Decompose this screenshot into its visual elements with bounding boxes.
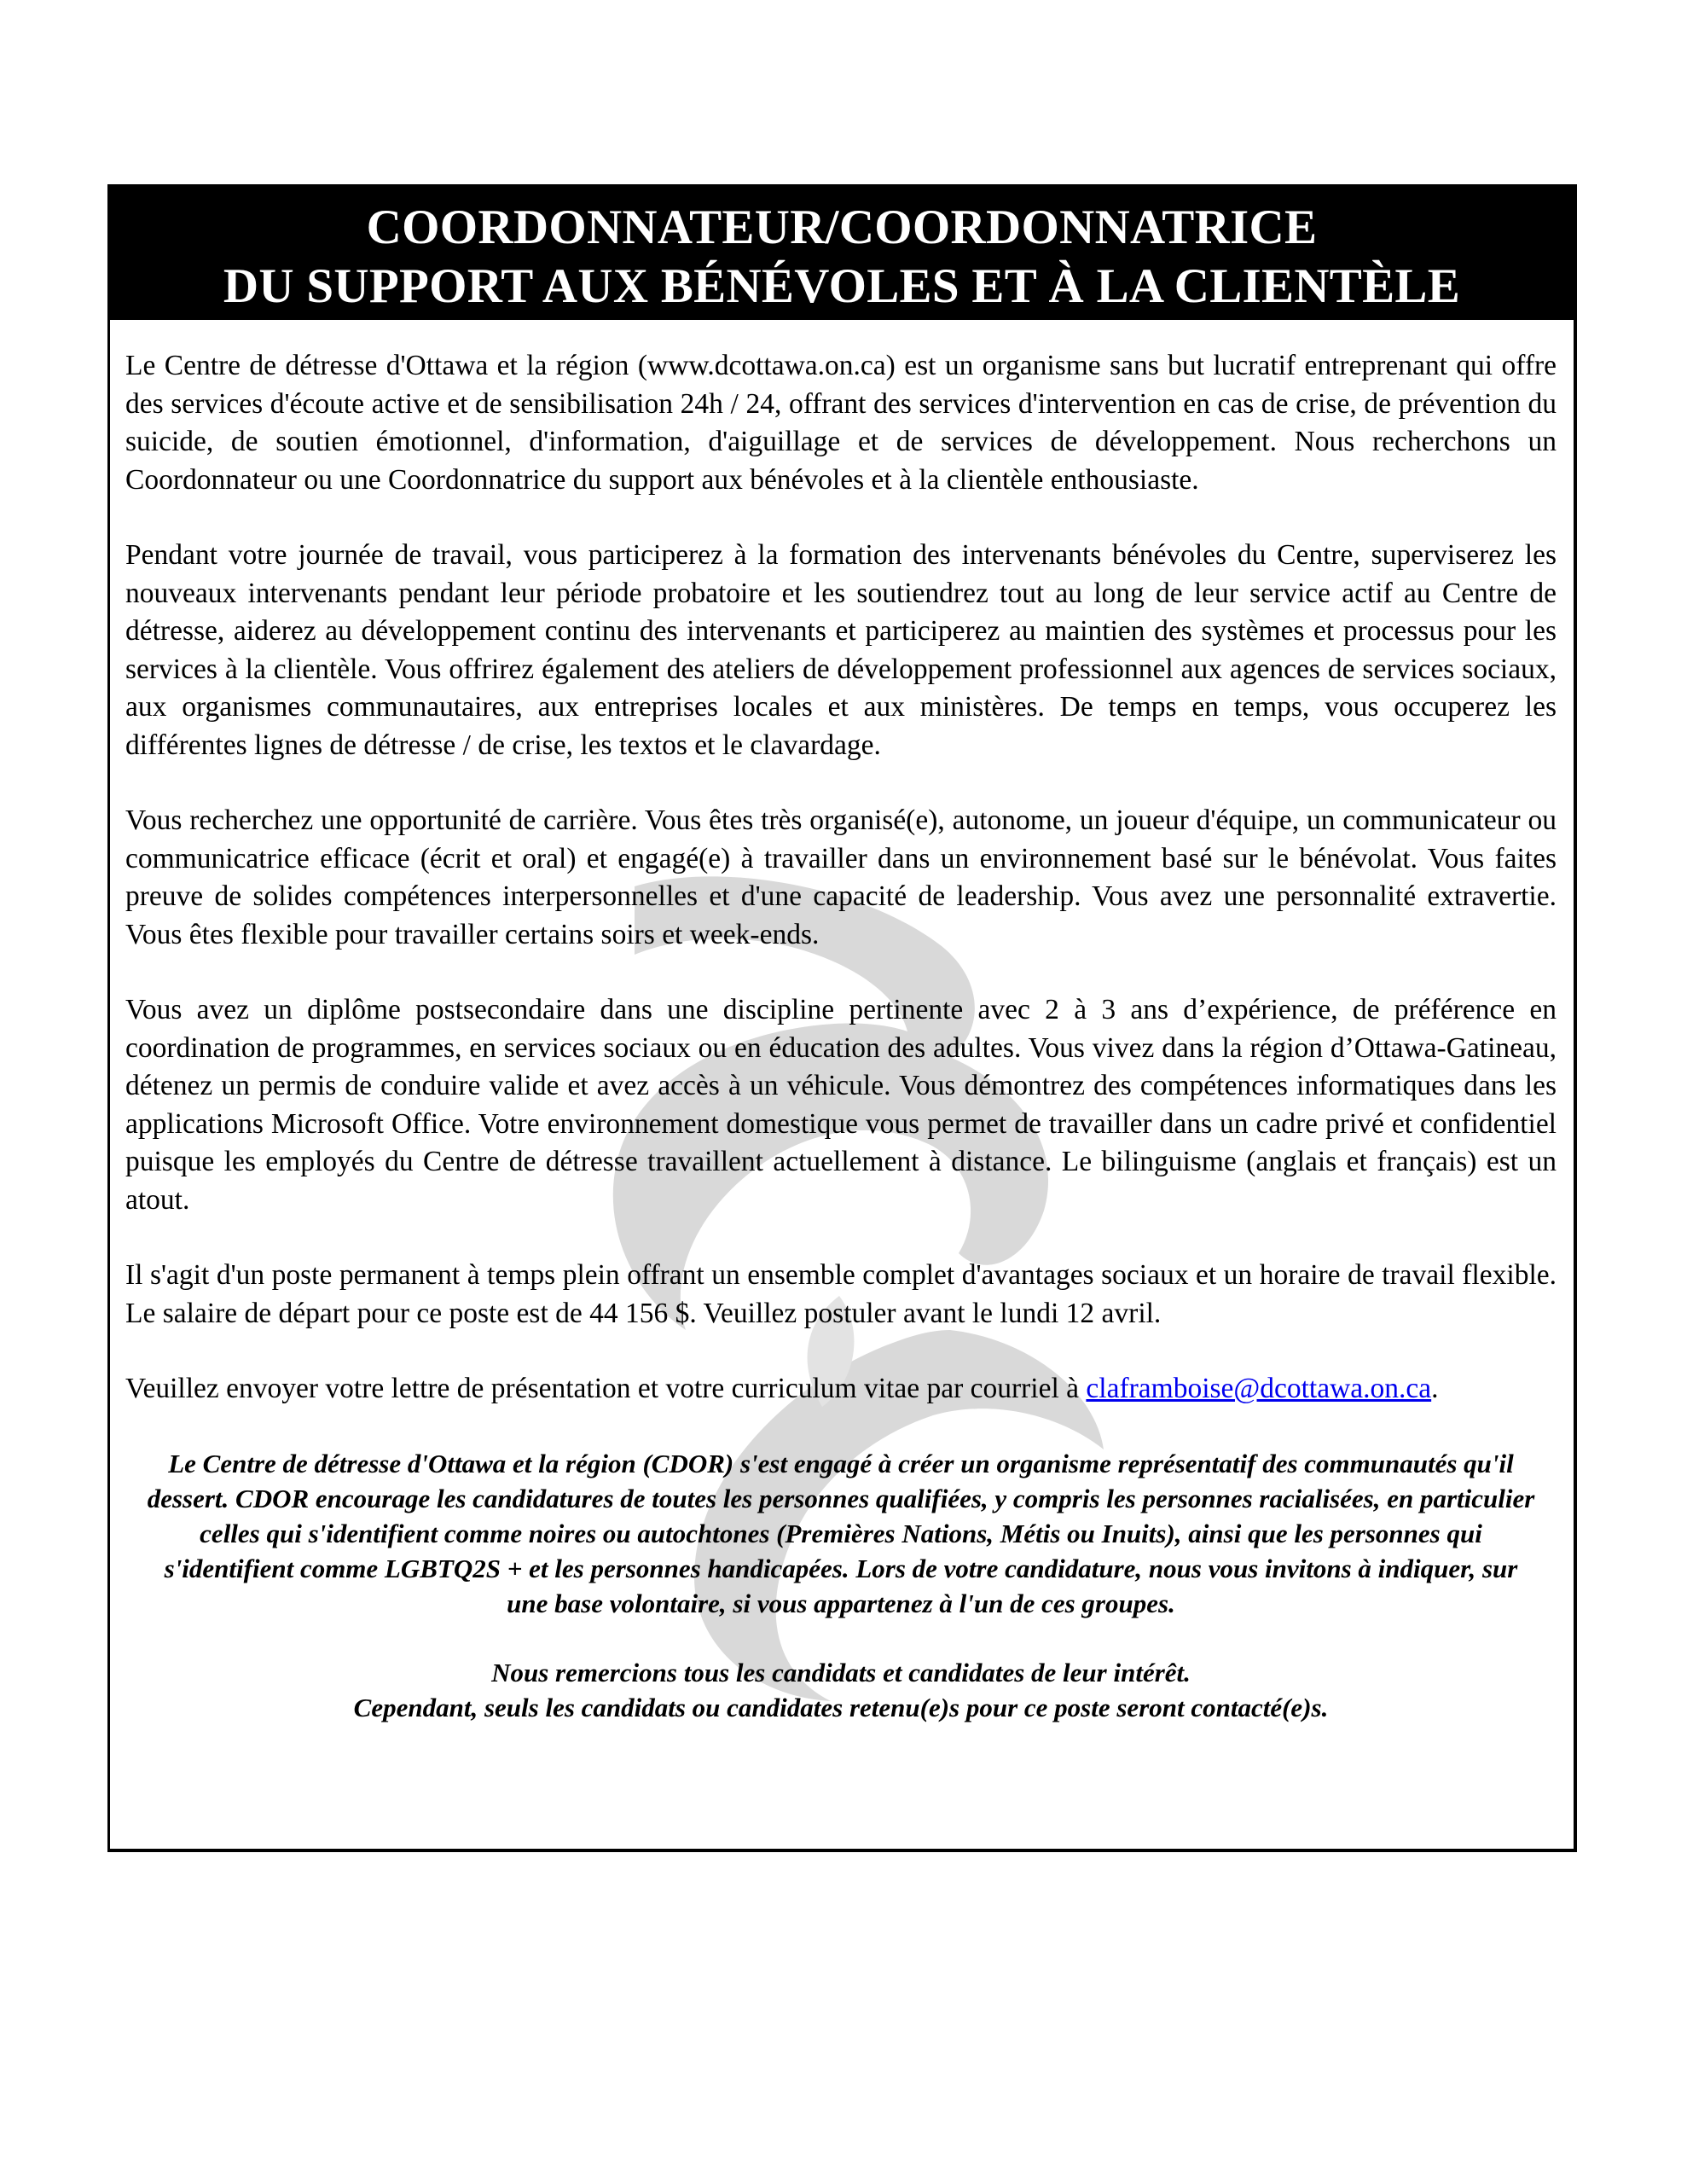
profile-paragraph: Vous recherchez une opportunité de carrière. Vous êtes très organisé(e), autonome, un joueur d'équipe, un communicateur ou communicatrice efficace (écrit et oral) et engagé(e) à travailler dans un environnement basé sur le bénévolat. Vous faites preuve de solides compétences interpersonnelles et d'une capacité de leadership. Vous avez une personnalité extravertie. Vous êtes flexible pour travailler certains soirs et week-ends.: [125, 804, 1557, 950]
intro-paragraph: Le Centre de détresse d'Ottawa et la région (www.dcottawa.on.ca) est un organisme sans but lucratif entreprenant qui offre des services d'écoute active et de sensibilisation 24h / 24, offrant des services d'intervention en cas de crise, de prévention du suicide, de soutien émotionnel, d'information, d'aiguillage et de services de développement. Nous recherchons un Coordonnateur ou une Coordonnatrice du support aux bénévoles et à la clientèle enthousiaste.: [125, 350, 1557, 496]
thanks-block: [125, 1655, 1557, 1725]
title-line-2: DU SUPPORT AUX BÉNÉVOLES ET À LA CLIENTÈLE: [223, 259, 1461, 313]
thanks-line-1: Nous remercions tous les candidats et candidates de leur intérêt.: [491, 1657, 1191, 1687]
application-text: Veuillez envoyer votre lettre de présentation et votre curriculum vitae par courriel à: [125, 1373, 1087, 1404]
equity-notice: Le Centre de détresse d'Ottawa et la région (CDOR) s'est engagé à créer un organisme représentatif des communautés qu'il dessert. CDOR encourage les candidatures de toutes les personnes qualifiées, y compris les personnes racialisées, en particulier celles qui s'identifient comme noires ou autochtones (Premières Nations, Métis ou Inuits), ainsi que les personnes qui s'identifient comme LGBTQ2S + et les personnes handicapées. Lors de votre candidature, nous vous invitons à indiquer, sur une base volontaire, si vous appartenez à l'un de ces groupes.: [147, 1448, 1535, 1618]
application-paragraph: [125, 1370, 1557, 1409]
posting-body: [125, 347, 1557, 1725]
duties-paragraph: Pendant votre journée de travail, vous participerez à la formation des intervenants bénévoles du Centre, superviserez les nouveaux intervenants pendant leur période probatoire et les soutiendrez tout au long de leur service actif au Centre de détresse, aiderez au développement continu des intervenants et participerez au maintien des systèmes et processus pour les services à la clientèle. Vous offrirez également des ateliers de développement professionnel aux agences de services sociaux, aux organismes communautaires, aux entreprises locales et aux ministères. De temps en temps, vous occuperez les différentes lignes de détresse / de crise, les textos et le clavardage.: [125, 539, 1557, 761]
position-details-paragraph: Il s'agit d'un poste permanent à temps plein offrant un ensemble complet d'avantages sociaux et un horaire de travail flexible. Le salaire de départ pour ce poste est de 44 156 $. Veuillez postuler avant le lundi 12 avril.: [125, 1259, 1557, 1329]
qualifications-paragraph: Vous avez un diplôme postsecondaire dans une discipline pertinente avec 2 à 3 ans d’expérience, de préférence en coordination de programmes, en services sociaux ou en éducation des adultes. Vous vivez dans la région d’Ottawa-Gatineau, détenez un permis de conduire valide et avez accès à un véhicule. Vous démontrez des compétences informatiques dans les applications Microsoft Office. Votre environnement domestique vous permet de travailler dans un cadre privé et confidentiel puisque les employés du Centre de détresse travaillent actuellement à distance. Le bilinguisme (anglais et français) est un atout.: [125, 994, 1557, 1216]
title-band: [110, 187, 1574, 320]
application-end: .: [1431, 1373, 1439, 1404]
thanks-line-2: Cependant, seuls les candidats ou candidates retenu(e)s pour ce poste seront contacté(e)s.: [353, 1692, 1329, 1722]
job-posting-frame: [107, 184, 1577, 1852]
email-link[interactable]: claframboise@dcottawa.on.ca: [1086, 1373, 1432, 1404]
title-line-1: COORDONNATEUR/COORDONNATRICE: [366, 200, 1318, 254]
